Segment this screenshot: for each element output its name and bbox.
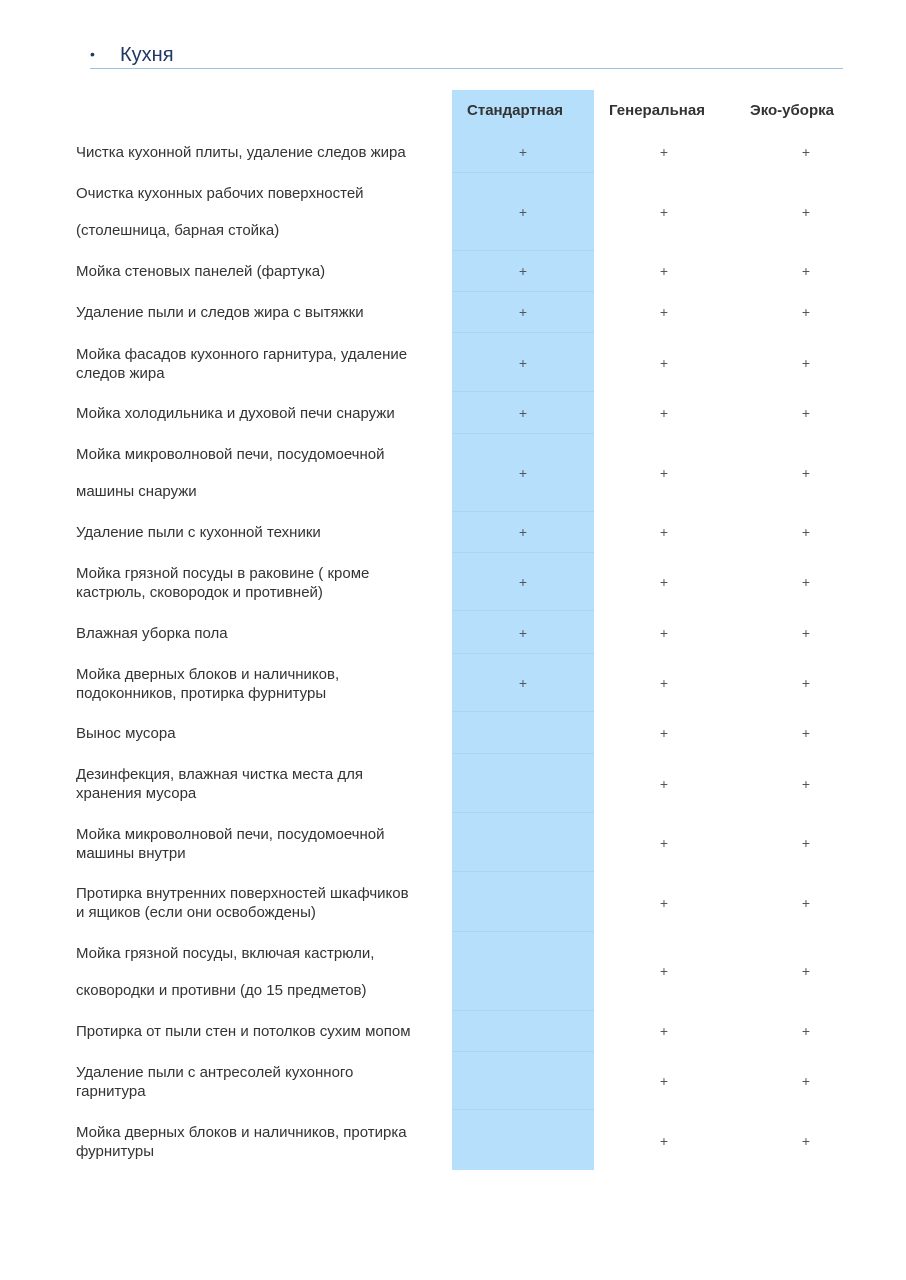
- check-mark-eco: +: [801, 204, 811, 220]
- row-label-line: гарнитура: [76, 1083, 146, 1100]
- row-divider: [452, 552, 594, 553]
- row-label-line: Мойка микроволновой печи, посудомоечной: [76, 446, 385, 463]
- check-mark-standard: +: [518, 204, 528, 220]
- check-mark-eco: +: [801, 405, 811, 421]
- row-label-line: Удаление пыли с кухонной техники: [76, 524, 321, 541]
- check-mark-general: +: [659, 144, 669, 160]
- check-mark-general: +: [659, 204, 669, 220]
- row-label: [76, 944, 448, 1000]
- row-label: [76, 724, 448, 743]
- check-mark-standard: +: [518, 144, 528, 160]
- section-header: [90, 42, 843, 69]
- row-label: [76, 884, 448, 922]
- check-mark-eco: +: [801, 524, 811, 540]
- column-header-standard: Стандартная: [467, 102, 563, 119]
- check-mark-standard: +: [518, 304, 528, 320]
- check-mark-eco: +: [801, 675, 811, 691]
- row-divider: [452, 753, 594, 754]
- check-mark-general: +: [659, 465, 669, 481]
- check-mark-general: +: [659, 835, 669, 851]
- row-label-line: Удаление пыли и следов жира с вытяжки: [76, 304, 364, 321]
- row-label-line: Мойка стеновых панелей (фартука): [76, 263, 326, 280]
- check-mark-standard: +: [518, 574, 528, 590]
- row-label: [76, 1022, 448, 1041]
- row-divider: [452, 391, 594, 392]
- row-label-line: Мойка грязной посуды, включая кастрюли,: [76, 945, 375, 962]
- row-label-line: Мойка дверных блоков и наличников, протирка: [76, 1124, 407, 1141]
- row-divider: [452, 433, 594, 434]
- row-label: [76, 523, 448, 542]
- check-mark-eco: +: [801, 895, 811, 911]
- check-mark-eco: +: [801, 263, 811, 279]
- row-label: [76, 303, 448, 322]
- check-mark-standard: +: [518, 405, 528, 421]
- check-mark-general: +: [659, 574, 669, 590]
- row-label-line: кастрюль, сковородок и противней): [76, 584, 323, 601]
- row-label: [76, 624, 448, 643]
- row-label: [76, 184, 448, 240]
- row-label: [76, 445, 448, 501]
- check-mark-eco: +: [801, 355, 811, 371]
- check-mark-general: +: [659, 1133, 669, 1149]
- row-divider: [452, 1109, 594, 1110]
- row-label-line: следов жира: [76, 365, 165, 382]
- row-label-line: Протирка от пыли стен и потолков сухим мопом: [76, 1023, 411, 1040]
- row-label-line: (столешница, барная стойка): [76, 222, 280, 239]
- check-mark-standard: +: [518, 263, 528, 279]
- row-label-line: и ящиков (если они освобождены): [76, 904, 316, 921]
- row-label-line: подоконников, протирка фурнитуры: [76, 685, 327, 702]
- row-divider: [452, 1051, 594, 1052]
- row-divider: [452, 711, 594, 712]
- row-divider: [452, 1010, 594, 1011]
- check-mark-standard: +: [518, 675, 528, 691]
- check-mark-eco: +: [801, 625, 811, 641]
- check-mark-standard: +: [518, 355, 528, 371]
- check-mark-general: +: [659, 304, 669, 320]
- row-label-line: Очистка кухонных рабочих поверхностей: [76, 185, 364, 202]
- check-mark-eco: +: [801, 574, 811, 590]
- check-mark-general: +: [659, 625, 669, 641]
- check-mark-general: +: [659, 963, 669, 979]
- row-divider: [452, 653, 594, 654]
- row-label: [76, 765, 448, 803]
- check-mark-general: +: [659, 355, 669, 371]
- row-label-line: Мойка фасадов кухонного гарнитура, удаление: [76, 346, 408, 363]
- column-header-eco: Эко-уборка: [750, 102, 834, 119]
- check-mark-eco: +: [801, 963, 811, 979]
- row-label-line: Вынос мусора: [76, 725, 176, 742]
- row-label: [76, 262, 448, 281]
- row-divider: [452, 511, 594, 512]
- row-divider: [452, 172, 594, 173]
- check-mark-eco: +: [801, 465, 811, 481]
- check-mark-eco: +: [801, 304, 811, 320]
- column-header-general: Генеральная: [609, 102, 705, 119]
- row-divider: [452, 332, 594, 333]
- row-divider: [452, 871, 594, 872]
- row-label-line: сковородки и противни (до 15 предметов): [76, 982, 367, 999]
- row-label: [76, 564, 448, 602]
- check-mark-general: +: [659, 675, 669, 691]
- check-mark-eco: +: [801, 1023, 811, 1039]
- check-mark-standard: +: [518, 625, 528, 641]
- check-mark-general: +: [659, 405, 669, 421]
- row-label: [76, 665, 448, 703]
- check-mark-general: +: [659, 776, 669, 792]
- check-mark-general: +: [659, 263, 669, 279]
- row-label-line: Мойка микроволновой печи, посудомоечной: [76, 826, 385, 843]
- check-mark-eco: +: [801, 1073, 811, 1089]
- check-mark-eco: +: [801, 776, 811, 792]
- row-label: [76, 1063, 448, 1101]
- check-mark-eco: +: [801, 1133, 811, 1149]
- row-label: [76, 404, 448, 423]
- bullet-icon: •: [90, 46, 95, 62]
- check-mark-eco: +: [801, 725, 811, 741]
- check-mark-general: +: [659, 1023, 669, 1039]
- row-label-line: Влажная уборка пола: [76, 625, 228, 642]
- row-divider: [452, 610, 594, 611]
- row-label-line: Мойка грязной посуды в раковине ( кроме: [76, 565, 370, 582]
- check-mark-general: +: [659, 524, 669, 540]
- section-title: Кухня: [120, 44, 174, 66]
- check-mark-general: +: [659, 725, 669, 741]
- row-label: [76, 345, 448, 383]
- row-label-line: Мойка холодильника и духовой печи снаружи: [76, 405, 395, 422]
- row-label-line: Мойка дверных блоков и наличников,: [76, 666, 340, 683]
- check-mark-general: +: [659, 895, 669, 911]
- row-label-line: Дезинфекция, влажная чистка места для: [76, 766, 364, 783]
- check-mark-standard: +: [518, 524, 528, 540]
- row-label-line: Удаление пыли с антресолей кухонного: [76, 1064, 354, 1081]
- row-divider: [452, 250, 594, 251]
- check-mark-eco: +: [801, 835, 811, 851]
- row-label-line: фурнитуры: [76, 1143, 155, 1160]
- row-label-line: Протирка внутренних поверхностей шкафчиков: [76, 885, 409, 902]
- row-label-line: машины внутри: [76, 845, 186, 862]
- row-divider: [452, 931, 594, 932]
- check-mark-standard: +: [518, 465, 528, 481]
- check-mark-general: +: [659, 1073, 669, 1089]
- row-label: [76, 143, 448, 162]
- row-label-line: хранения мусора: [76, 785, 197, 802]
- row-label-line: Чистка кухонной плиты, удаление следов жира: [76, 144, 406, 161]
- row-label: [76, 825, 448, 863]
- row-label: [76, 1123, 448, 1161]
- row-divider: [452, 291, 594, 292]
- check-mark-eco: +: [801, 144, 811, 160]
- row-divider: [452, 812, 594, 813]
- row-label-line: машины снаружи: [76, 483, 197, 500]
